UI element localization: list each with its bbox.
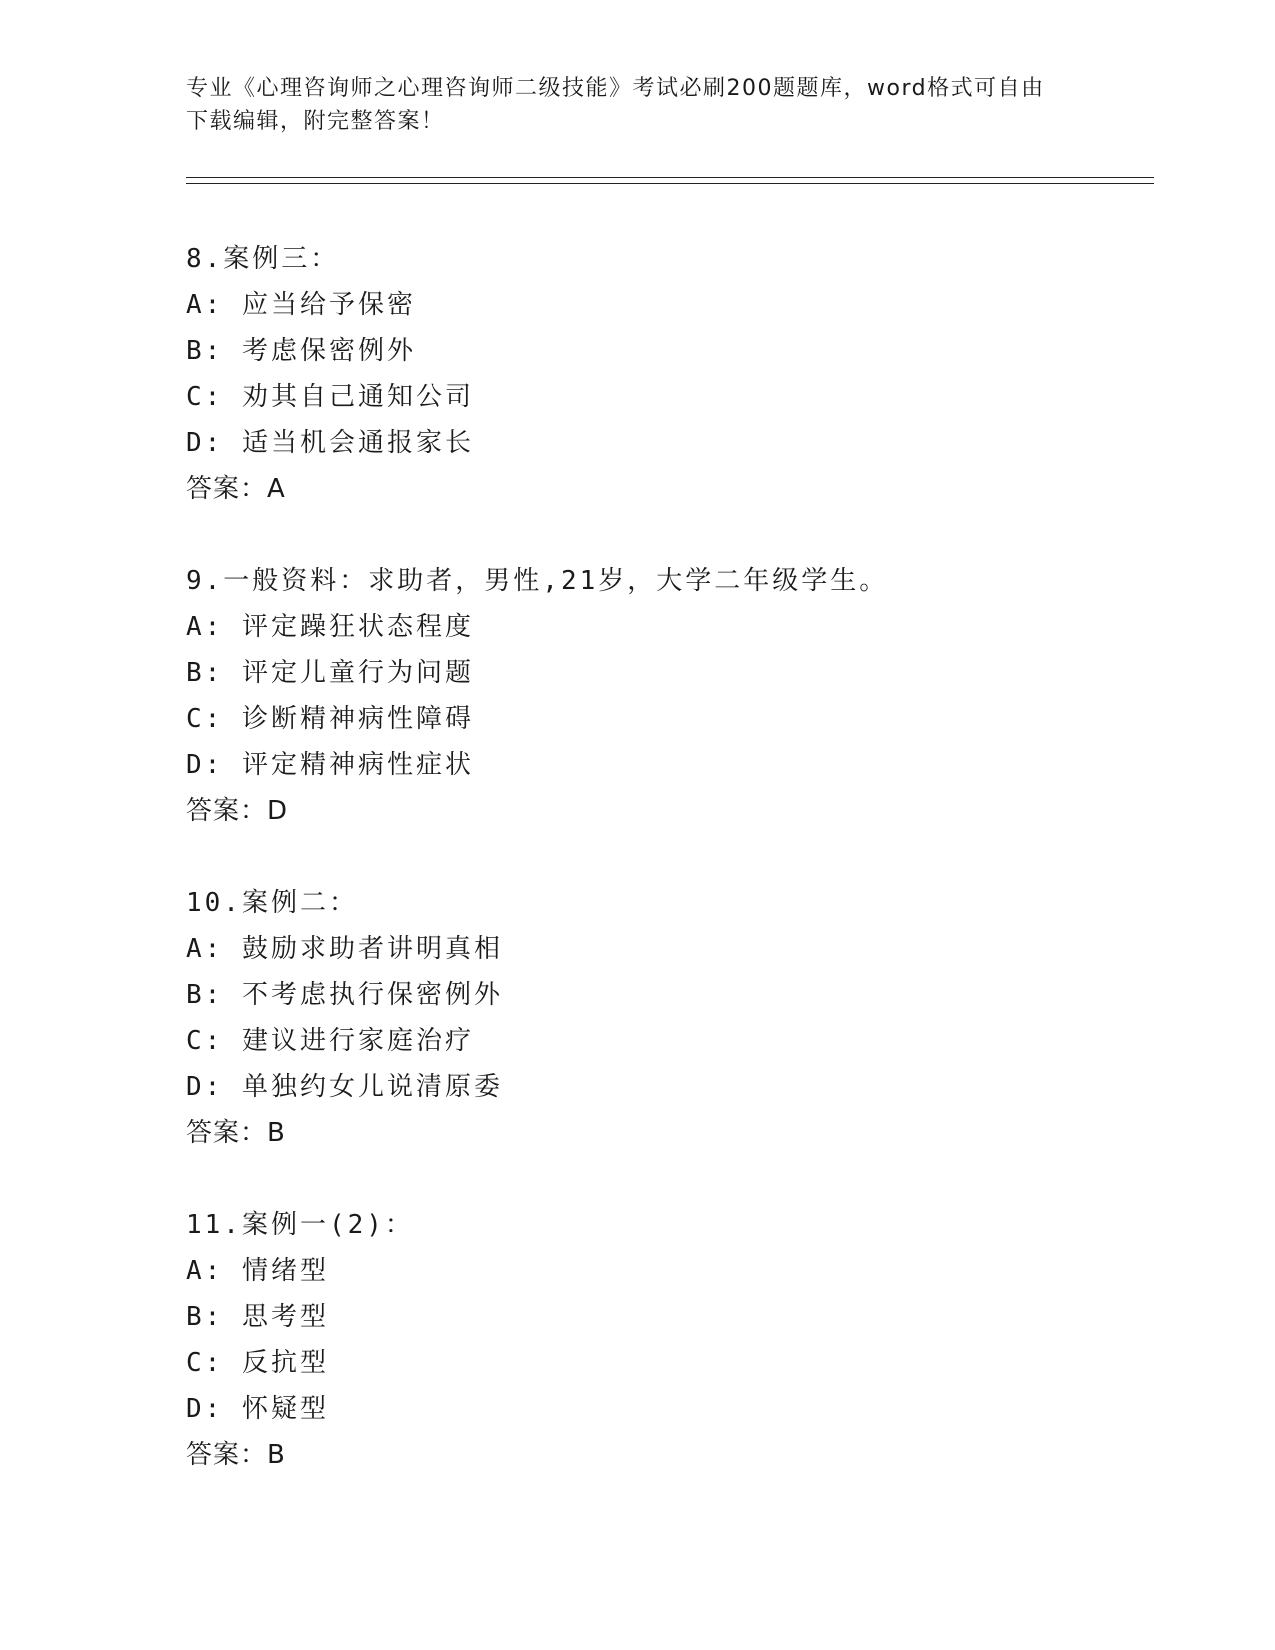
question-title: 8.案例三： <box>186 244 340 274</box>
option-b: B: 考虑保密例外 <box>186 336 416 366</box>
option-c: C: 劝其自己通知公司 <box>186 382 474 412</box>
option-d: D: 适当机会通报家长 <box>186 428 474 458</box>
question-8 <box>186 236 1086 512</box>
question-9 <box>186 558 1086 834</box>
header-rule-top <box>186 177 1154 178</box>
option-b: B: 思考型 <box>186 1302 329 1332</box>
option-a: A: 鼓励求助者讲明真相 <box>186 934 503 964</box>
option-b: B: 不考虑执行保密例外 <box>186 980 503 1010</box>
option-a: A: 评定躁狂状态程度 <box>186 612 474 642</box>
option-c: C: 诊断精神病性障碍 <box>186 704 474 734</box>
option-a: A: 应当给予保密 <box>186 290 416 320</box>
header-rule-bottom <box>186 183 1154 184</box>
answer-line: 答案：D <box>186 796 289 826</box>
option-b: B: 评定儿童行为问题 <box>186 658 474 688</box>
question-list <box>186 236 1086 1524</box>
question-title: 11.案例一(2)： <box>186 1210 414 1240</box>
question-11 <box>186 1202 1086 1478</box>
option-c: C: 建议进行家庭治疗 <box>186 1026 474 1056</box>
question-title: 9.一般资料：求助者，男性,21岁，大学二年级学生。 <box>186 566 889 596</box>
option-d: D: 评定精神病性症状 <box>186 750 474 780</box>
answer-line: 答案：B <box>186 1440 286 1470</box>
answer-line: 答案：B <box>186 1118 286 1148</box>
question-title: 10.案例二： <box>186 888 358 918</box>
option-c: C: 反抗型 <box>186 1348 329 1378</box>
answer-line: 答案：A <box>186 474 286 504</box>
option-a: A: 情绪型 <box>186 1256 329 1286</box>
option-d: D: 单独约女儿说清原委 <box>186 1072 503 1102</box>
document-header: 专业《心理咨询师之心理咨询师二级技能》考试必刷200题题库，word格式可自由下载编辑，附完整答案！ <box>186 76 1045 134</box>
question-10 <box>186 880 1086 1156</box>
option-d: D: 怀疑型 <box>186 1394 329 1424</box>
